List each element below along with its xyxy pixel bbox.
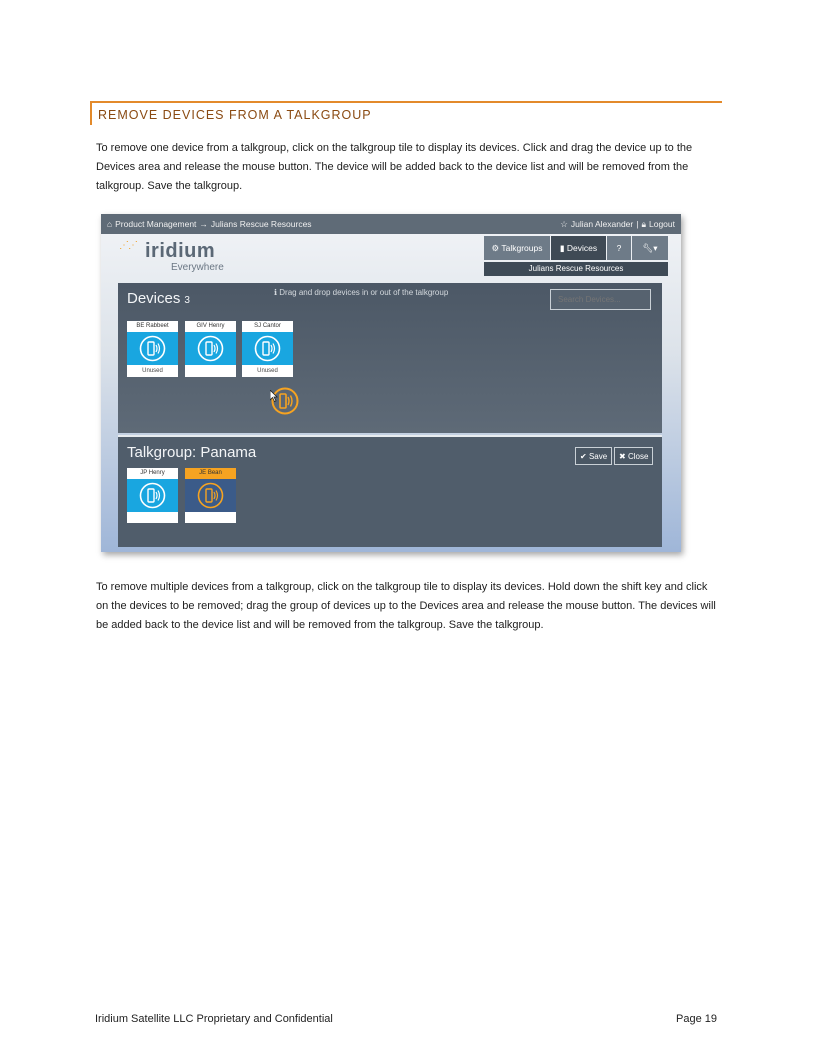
drag-drop-hint (274, 288, 448, 297)
logout-link[interactable]: Logout (649, 219, 675, 229)
tab-devices[interactable] (551, 236, 606, 260)
gear-icon: ⚙ (491, 243, 500, 253)
question-icon: ? (616, 243, 622, 253)
footer-confidential: Iridium Satellite LLC Proprietary and Confidential (95, 1013, 333, 1025)
footer-page-number: Page 19 (676, 1013, 717, 1025)
talkgroup-device-tile-selected[interactable] (185, 468, 236, 523)
iridium-logo (119, 238, 239, 274)
instruction-paragraph-multiple: To remove multiple devices from a talkgroup, click on the talkgroup tile to display its devices. Hold down the shift key and click on the devices to be removed; drag the group of devices up to the Devices area and release the mouse button. The devices will be added back to the device list and will be removed from the talkgroup. Save the talkgroup. (96, 581, 716, 631)
device-tile-label: SJ Cantor (254, 323, 281, 329)
close-icon: ✖ (619, 452, 626, 461)
tools-menu-button[interactable] (632, 236, 668, 260)
devices-title (127, 290, 190, 307)
device-tile[interactable] (127, 321, 178, 377)
wrench-icon: 🔧︎ (642, 243, 654, 253)
drag-drop-hint-text: Drag and drop devices in or out of the talkgroup (279, 288, 449, 297)
breadcrumb (107, 219, 315, 229)
mouse-cursor-icon (270, 390, 278, 402)
close-button-label: Close (627, 452, 649, 461)
device-tile-label: BE Rabbeet (136, 323, 169, 329)
section-header (90, 101, 722, 125)
device-tile-status: Unused (142, 368, 163, 374)
tab-talkgroups-label: Talkgroups (501, 243, 543, 253)
search-devices-input[interactable] (550, 289, 651, 310)
home-icon[interactable]: ⌂ (107, 219, 113, 229)
check-icon: ✔ (580, 452, 587, 461)
close-button[interactable] (614, 447, 653, 465)
app-screenshot (101, 214, 681, 552)
satellite-phone-icon (197, 335, 224, 362)
logo-dots-icon: ⋰⋰ (119, 240, 137, 251)
info-icon: ℹ (274, 288, 278, 297)
instruction-paragraph-single: To remove one device from a talkgroup, click on the talkgroup tile to display its devices. Click and drag the device up to the Devices area and release the mouse button. The device will be added back to the device list and will be removed from the talkgroup. Save the talkgroup. (96, 142, 693, 192)
satellite-phone-icon (254, 335, 281, 362)
device-tile-body (127, 332, 178, 365)
chevron-down-icon: ▾ (653, 243, 658, 253)
talkgroup-device-tile[interactable] (127, 468, 178, 523)
breadcrumb-arrow: → (199, 219, 208, 229)
tab-talkgroups[interactable] (484, 236, 550, 260)
device-tile-label: JP Henry (140, 470, 165, 476)
device-tile-label: JE Bean (185, 468, 236, 479)
user-menu (557, 219, 675, 230)
device-tile-status (185, 365, 236, 377)
help-button[interactable] (607, 236, 631, 260)
breadcrumb-current[interactable]: Julians Rescue Resources (210, 219, 312, 229)
device-tile-body (242, 332, 293, 365)
user-name-link[interactable]: Julian Alexander (570, 219, 634, 229)
satellite-phone-icon (139, 482, 166, 509)
save-button-label: Save (588, 452, 608, 461)
device-tile[interactable] (185, 321, 236, 377)
logo-name: iridium (145, 240, 216, 262)
lock-icon: 🔒︎ (641, 219, 646, 229)
device-icon: ▮ (559, 243, 565, 253)
logo-tagline: Everywhere (171, 262, 224, 273)
device-tile-status (185, 512, 236, 524)
user-separator: | (636, 219, 639, 229)
star-icon: ☆ (560, 219, 568, 229)
device-tile-label: GIV Henry (196, 323, 225, 329)
save-button[interactable] (575, 447, 612, 465)
devices-panel[interactable] (118, 283, 662, 433)
devices-title-text: Devices (127, 290, 181, 307)
current-talkgroup-label: Julians Rescue Resources (484, 262, 668, 276)
device-tile[interactable] (242, 321, 293, 377)
device-tile-body (185, 332, 236, 365)
device-tile-body (127, 479, 178, 512)
top-bar (101, 214, 681, 234)
device-tile-status (127, 512, 178, 524)
satellite-phone-icon (139, 335, 166, 362)
talkgroup-panel[interactable] (118, 435, 662, 547)
device-tile-body (185, 479, 236, 512)
device-tile-status: Unused (257, 368, 278, 374)
breadcrumb-product-management[interactable]: Product Management (115, 219, 197, 229)
devices-count: 3 (184, 295, 190, 306)
tab-devices-label: Devices (566, 243, 598, 253)
section-title: REMOVE DEVICES FROM A TALKGROUP (98, 108, 372, 122)
talkgroup-title: Talkgroup: Panama (127, 444, 257, 461)
nav-tabs (484, 236, 668, 260)
satellite-phone-icon (197, 482, 224, 509)
